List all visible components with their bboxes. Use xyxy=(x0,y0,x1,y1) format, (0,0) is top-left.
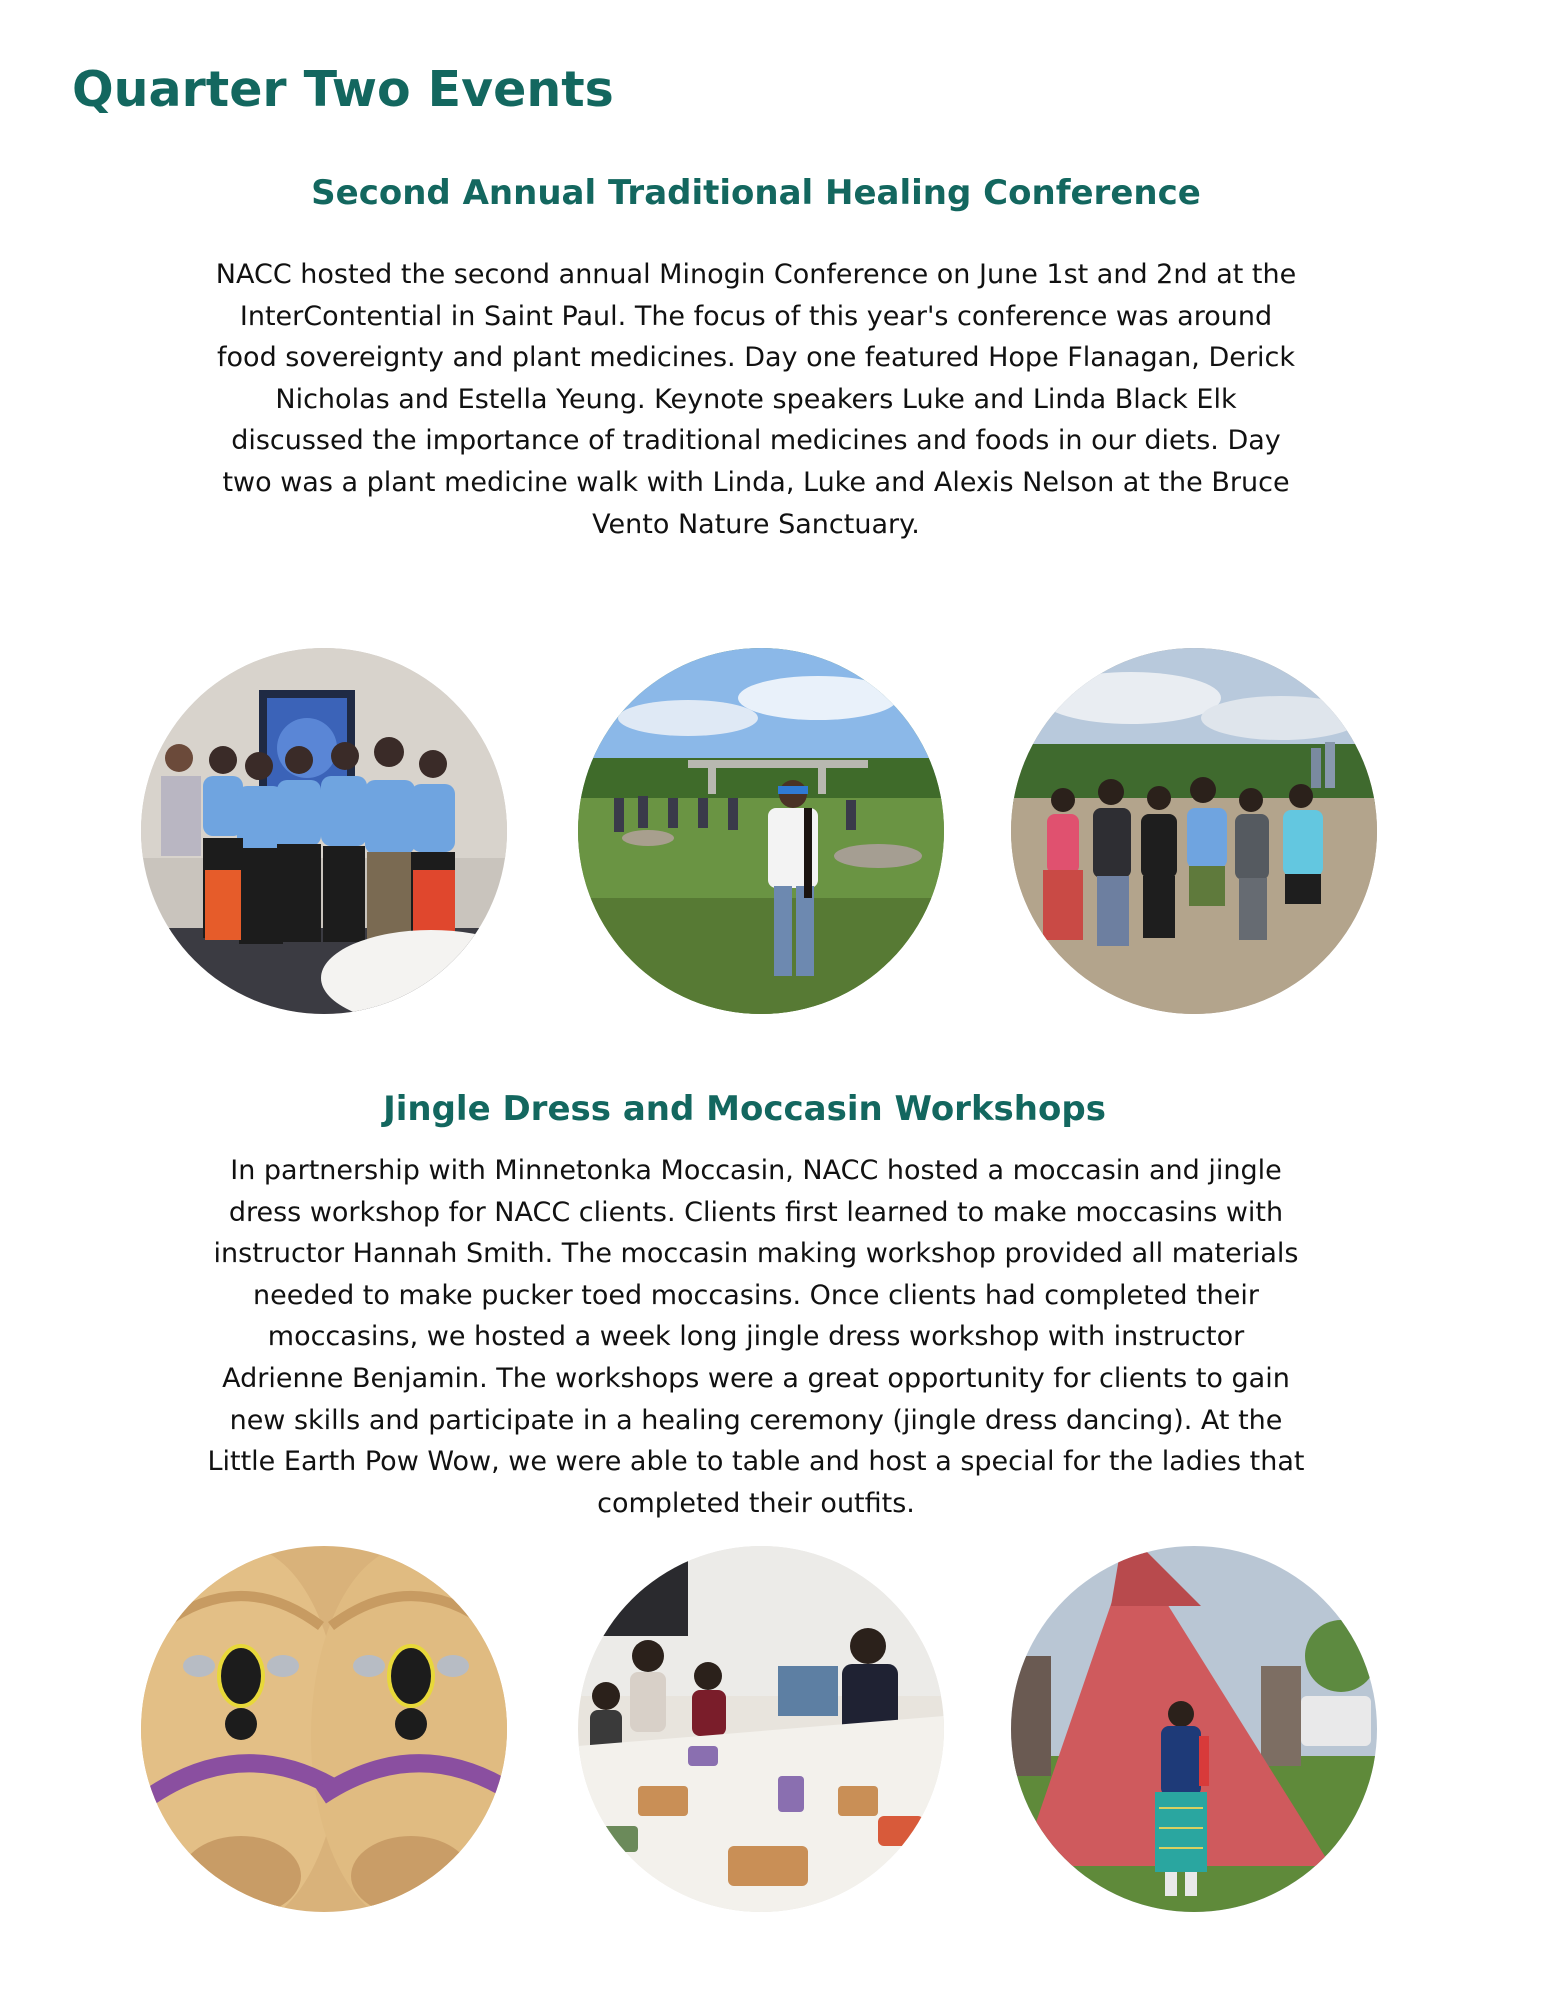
workshops-line: instructor Hannah Smith. The moccasin making workshop provided all materials xyxy=(213,1238,1299,1270)
workshops-heading: Jingle Dress and Moccasin Workshops xyxy=(383,1089,1106,1129)
workshops-line: In partnership with Minnetonka Moccasin, NACC hosted a moccasin and jingle xyxy=(230,1155,1282,1186)
conference-line: NACC hosted the second annual Minogin Conference on June 1st and 2nd at the xyxy=(215,259,1297,290)
conference-line: Nicholas and Estella Yeung. Keynote speakers Luke and Linda Black Elk xyxy=(275,383,1237,415)
workshops-description xyxy=(100,1150,1412,1524)
workshops-line: new skills and participate in a healing ceremony (jingle dress dancing). At the xyxy=(229,1404,1283,1436)
conference-description xyxy=(100,254,1412,545)
workshops-line: dress workshop for NACC clients. Clients first learned to make moccasins with xyxy=(228,1196,1284,1228)
plant-walk-photo xyxy=(578,648,944,1014)
moccasins-photo xyxy=(141,1546,507,1912)
outdoor-group-photo xyxy=(1011,648,1377,1014)
workshops-line: completed their outfits. xyxy=(597,1487,915,1519)
conference-line: discussed the importance of traditional medicines and foods in our diets. Day xyxy=(231,425,1281,457)
workshops-line: moccasins, we hosted a week long jingle dress workshop with instructor xyxy=(267,1321,1245,1353)
conference-line: InterContential in Saint Paul. The focus of this year's conference was around xyxy=(239,300,1273,332)
page-title: Quarter Two Events xyxy=(72,61,614,118)
conference-line: Vento Nature Sanctuary. xyxy=(592,508,920,540)
workshops-line: Little Earth Pow Wow, we were able to table and host a special for the ladies that xyxy=(207,1446,1305,1478)
workshops-line: needed to make pucker toed moccasins. Once clients had completed their xyxy=(252,1279,1259,1311)
conference-line: two was a plant medicine walk with Linda, Luke and Alexis Nelson at the Bruce xyxy=(222,466,1290,498)
workshop-table-photo xyxy=(578,1546,944,1912)
conference-group-photo xyxy=(141,648,507,1014)
jingle-dress-photo xyxy=(1011,1546,1377,1912)
workshops-line: Adrienne Benjamin. The workshops were a great opportunity for clients to gain xyxy=(222,1362,1290,1394)
conference-heading: Second Annual Traditional Healing Conference xyxy=(311,173,1201,213)
conference-line: food sovereignty and plant medicines. Day one featured Hope Flanagan, Derick xyxy=(217,342,1295,374)
